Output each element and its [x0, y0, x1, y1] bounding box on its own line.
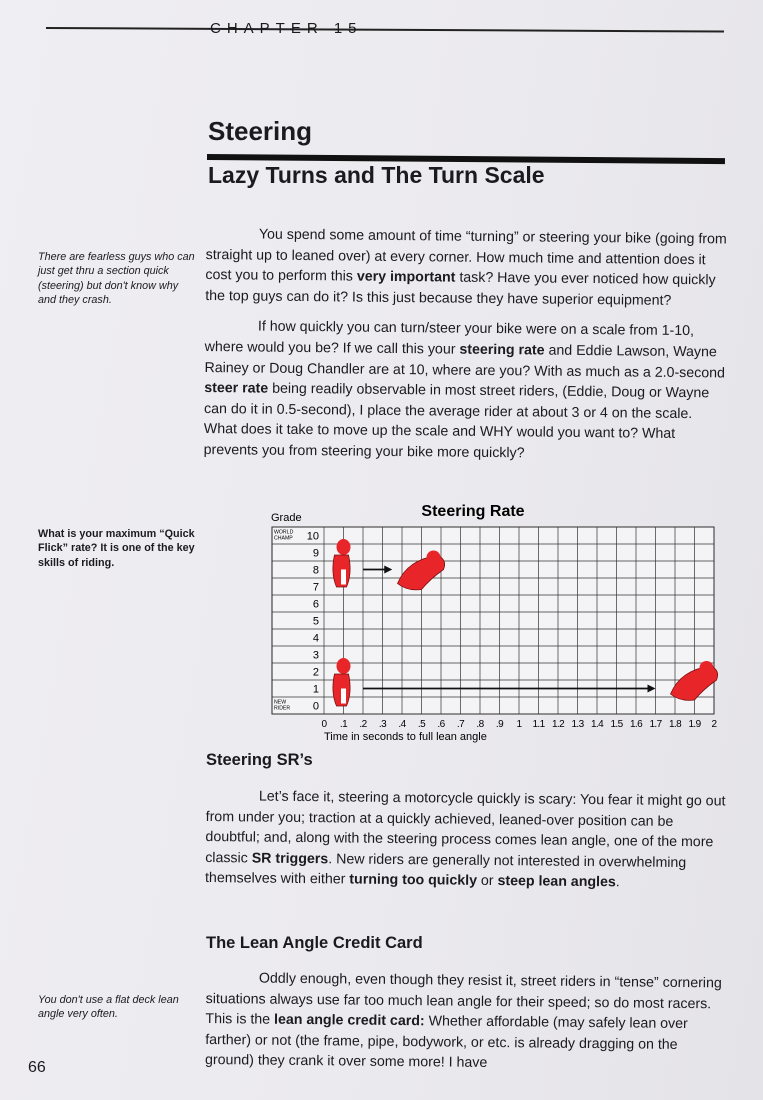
bold-run: SR triggers [251, 850, 329, 868]
x-tick-label: .3 [378, 719, 387, 730]
x-tick-label: 1.9 [688, 719, 701, 730]
x-tick-label: 0 [321, 719, 327, 730]
sidenote-fearless: There are fearless guys who can just get thru a section quick (steering) but don't know why and they crash. [38, 251, 195, 306]
x-tick-label: 1 [516, 719, 522, 730]
bold-run: very important [356, 268, 456, 286]
sidenote-quick-flick: What is your maximum “Quick Flick” rate? It is one of the key skills of riding. [38, 528, 195, 569]
text-run: . [615, 874, 620, 891]
rider-helmet [337, 539, 351, 555]
text-run: . New riders are generally not interested in overwhelming themselves with either [204, 851, 687, 888]
y-tick-label: 2 [312, 666, 319, 679]
x-tick-label: 1.1 [532, 719, 545, 730]
y-tick-label: 8 [312, 564, 319, 577]
page-number: 66 [28, 1059, 46, 1076]
bold-run: turning too quickly [349, 871, 478, 890]
rider-helmet [337, 658, 351, 674]
y-tick-label: 3 [312, 649, 319, 662]
x-tick-label: 1.3 [571, 719, 584, 730]
chart-svg [268, 497, 717, 747]
x-tick-label: .8 [476, 719, 484, 730]
paragraph [205, 968, 730, 1076]
rider-tire [341, 688, 347, 704]
bold-run: steering rate [459, 341, 545, 359]
text-run: Whether affordable (may safely lean over farther) or not (the frame, pipe, bodywork, or etc. is already dragging on the ground) they crank it over some more! I have [204, 1013, 688, 1072]
section-text [205, 786, 730, 894]
rider-helmet [700, 661, 714, 675]
x-tick-label: .2 [359, 719, 367, 730]
bold-run: lean angle credit card: [273, 1011, 425, 1030]
paragraph [205, 786, 730, 894]
text-run: Let’s face it, steering a motorcycle quickly is scary: You fear it might go out from under you; traction at a quickly achieved, leaned-over position can be doubtful; and, along with the steering process comes lean angle, one of the more classic [205, 788, 726, 867]
x-tick-label: .7 [456, 719, 465, 730]
y-tick-label: 9 [312, 547, 319, 560]
y-tick-note: CHAMP [274, 535, 293, 542]
x-tick-label: .4 [398, 719, 406, 730]
chapter-header: CHAPTER 15 [210, 20, 363, 37]
chart-title: Steering Rate [421, 503, 525, 520]
x-tick-label: .1 [339, 719, 348, 730]
text-run: You spend some amount of time “turning” or steering your bike (going from straight up to leaned over) at every corner. How much time and attention does it cost you to perform this [205, 226, 727, 285]
text-run: being readily observable in most street riders, (Eddie, Doug or Wayne can do it in 0.5-second), I place the average rider at about 3 or 4 on the scale. What does it take to move up the scale and WHY would you want to? What prevents you from steering your bike more quickly? [203, 380, 710, 462]
bold-run: steer rate [204, 380, 269, 397]
paragraph [205, 224, 730, 312]
text-run: task? Have you ever noticed how quickly the top guys can do it? Is this just because they have superior equipment? [205, 269, 716, 309]
section-text [205, 968, 730, 1076]
text-run: Oddly enough, even though they resist it, street riders in “tense” cornering situations always use far too much lean angle for their speed; so do most racers. This is the [205, 970, 722, 1028]
rider-tire [341, 569, 347, 585]
x-tick-label: .5 [417, 719, 426, 730]
y-tick-note: NEW [274, 699, 287, 706]
y-axis-label: Grade [271, 512, 302, 524]
y-tick-label: 10 [306, 530, 319, 543]
x-tick-label: 1.8 [668, 719, 682, 730]
x-tick-label: 1.5 [610, 719, 623, 730]
rider-helmet [427, 551, 441, 565]
intro-text [204, 224, 730, 466]
sidenote-lean-angle: You don't use a flat deck lean angle very often. [38, 994, 179, 1021]
steering-rate-chart [268, 497, 717, 747]
paragraph [204, 316, 729, 466]
y-tick-note: WORLD [274, 529, 294, 536]
y-tick-label: 7 [312, 581, 319, 594]
x-tick-label: .6 [437, 719, 445, 730]
section-subtitle: Lazy Turns and The Turn Scale [208, 162, 545, 188]
y-tick-label: 5 [312, 615, 319, 628]
heading-steering-srs: Steering SR’s [206, 751, 313, 769]
heading-lean-angle: The Lean Angle Credit Card [206, 934, 423, 952]
page-title: Steering [208, 116, 313, 146]
header-rule [46, 27, 724, 33]
y-tick-label: 0 [312, 700, 319, 713]
y-tick-label: 1 [312, 683, 319, 696]
text-run: or [476, 873, 498, 890]
y-tick-label: 6 [312, 598, 319, 611]
x-tick-label: 2 [711, 719, 717, 730]
x-tick-label: .9 [495, 719, 504, 730]
text-run: and Eddie Lawson, Wayne Rainey or Doug Chandler are at 10, where are you? With as much as a 2.0-second [204, 342, 726, 382]
x-axis-label: Time in seconds to full lean angle [324, 731, 487, 743]
bold-run: steep lean angles [497, 873, 616, 891]
x-tick-label: 1.2 [551, 719, 565, 730]
y-tick-label: 4 [312, 632, 319, 645]
y-tick-note: RIDER [274, 705, 291, 712]
text-run: If how quickly you can turn/steer your bike were on a scale from 1-10, where would you be? If we call this your [204, 318, 695, 358]
x-tick-label: 1.4 [590, 719, 604, 730]
x-tick-label: 1.7 [649, 719, 662, 730]
x-tick-label: 1.6 [629, 719, 643, 730]
